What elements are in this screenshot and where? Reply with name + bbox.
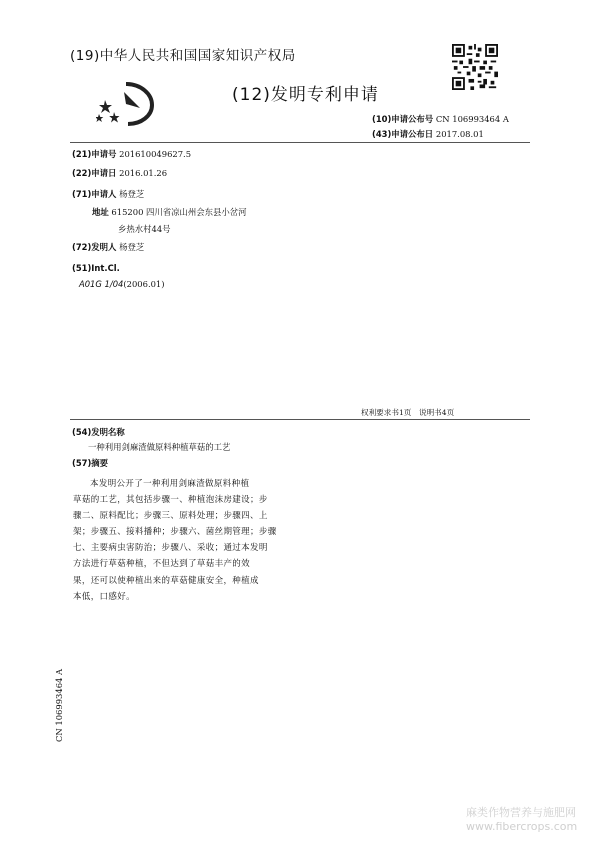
address-line-1: 615200 四川省凉山州会东县小岔河 [111,207,247,217]
inventor-label: (72)发明人 [72,242,117,252]
qr-code-icon [452,44,498,90]
publication-date-row [372,128,484,140]
intcl-label: (51)Int.Cl. [72,263,120,273]
agency-name: (19)中华人民共和国国家知识产权局 [70,48,296,64]
abstract-line: 本发明公开了一种利用剑麻渣做原料种植 [90,479,250,489]
publication-number: CN 106993464 A [435,114,509,124]
body-divider [70,419,530,420]
ipc-code: A01G 1/04 [79,279,124,289]
side-publication-number: CN 106993464 A [54,668,64,742]
publication-date-label: (43)申请公布日 [372,129,434,139]
invention-title: 一种利用剑麻渣做原料种植草菇的工艺 [88,442,231,452]
address-row [92,206,247,218]
header-divider [70,142,530,143]
watermark-line-2: www.fibercrops.com [466,820,578,833]
watermark-line-1: 麻类作物营养与施肥网 [466,806,576,819]
abstract-label: (57)摘要 [72,458,109,468]
application-date: 2016.01.26 [119,168,168,178]
abstract-line: 果，还可以使种植出来的草菇健康安全，种植成 [73,575,259,586]
cnipa-logo-icon [96,80,156,126]
applicant-label: (71)申请人 [72,189,117,199]
abstract-line: 本低，口感好。 [73,591,135,602]
pages-info: 权利要求书1页 说明书4页 [361,408,455,417]
inventor-row [72,241,144,253]
abstract-line: 草菇的工艺，其包括步骤一、种植泡沫房建设；步 [73,495,268,506]
document-type: (12)发明专利申请 [232,85,379,105]
intcl-row [72,263,120,273]
publication-number-label: (10)申请公布号 [372,114,434,124]
inventor-name: 杨登芝 [119,242,145,252]
abstract-line: 七、主要病虫害防治；步骤八、采收；通过本发明 [73,543,268,554]
application-date-row [72,167,167,179]
publication-date: 2017.08.01 [435,129,484,139]
abstract-line: 架；步骤五、接料播种；步骤六、菌丝期管理；步骤 [73,527,277,538]
abstract-line: 方法进行草菇种植，不但达到了草菇丰产的效 [73,559,251,570]
address-label: 地址 [92,207,109,217]
applicant-row [72,188,144,200]
publication-number-row [372,113,509,125]
applicant-name: 杨登芝 [119,189,145,199]
application-date-label: (22)申请日 [72,168,117,178]
abstract-text [73,476,290,605]
application-number-label: (21)申请号 [72,149,117,159]
title-label: (54)发明名称 [72,427,125,437]
watermark [466,806,577,834]
abstract-line: 骤二、原料配比；步骤三、原料处理；步骤四、上 [73,511,268,522]
ipc-version: (2006.01) [123,279,165,289]
address-line-2: 乡热水村44号 [118,224,171,234]
application-number: 201610049627.5 [119,149,192,159]
application-number-row [72,148,191,160]
ipc-classification [79,279,165,289]
